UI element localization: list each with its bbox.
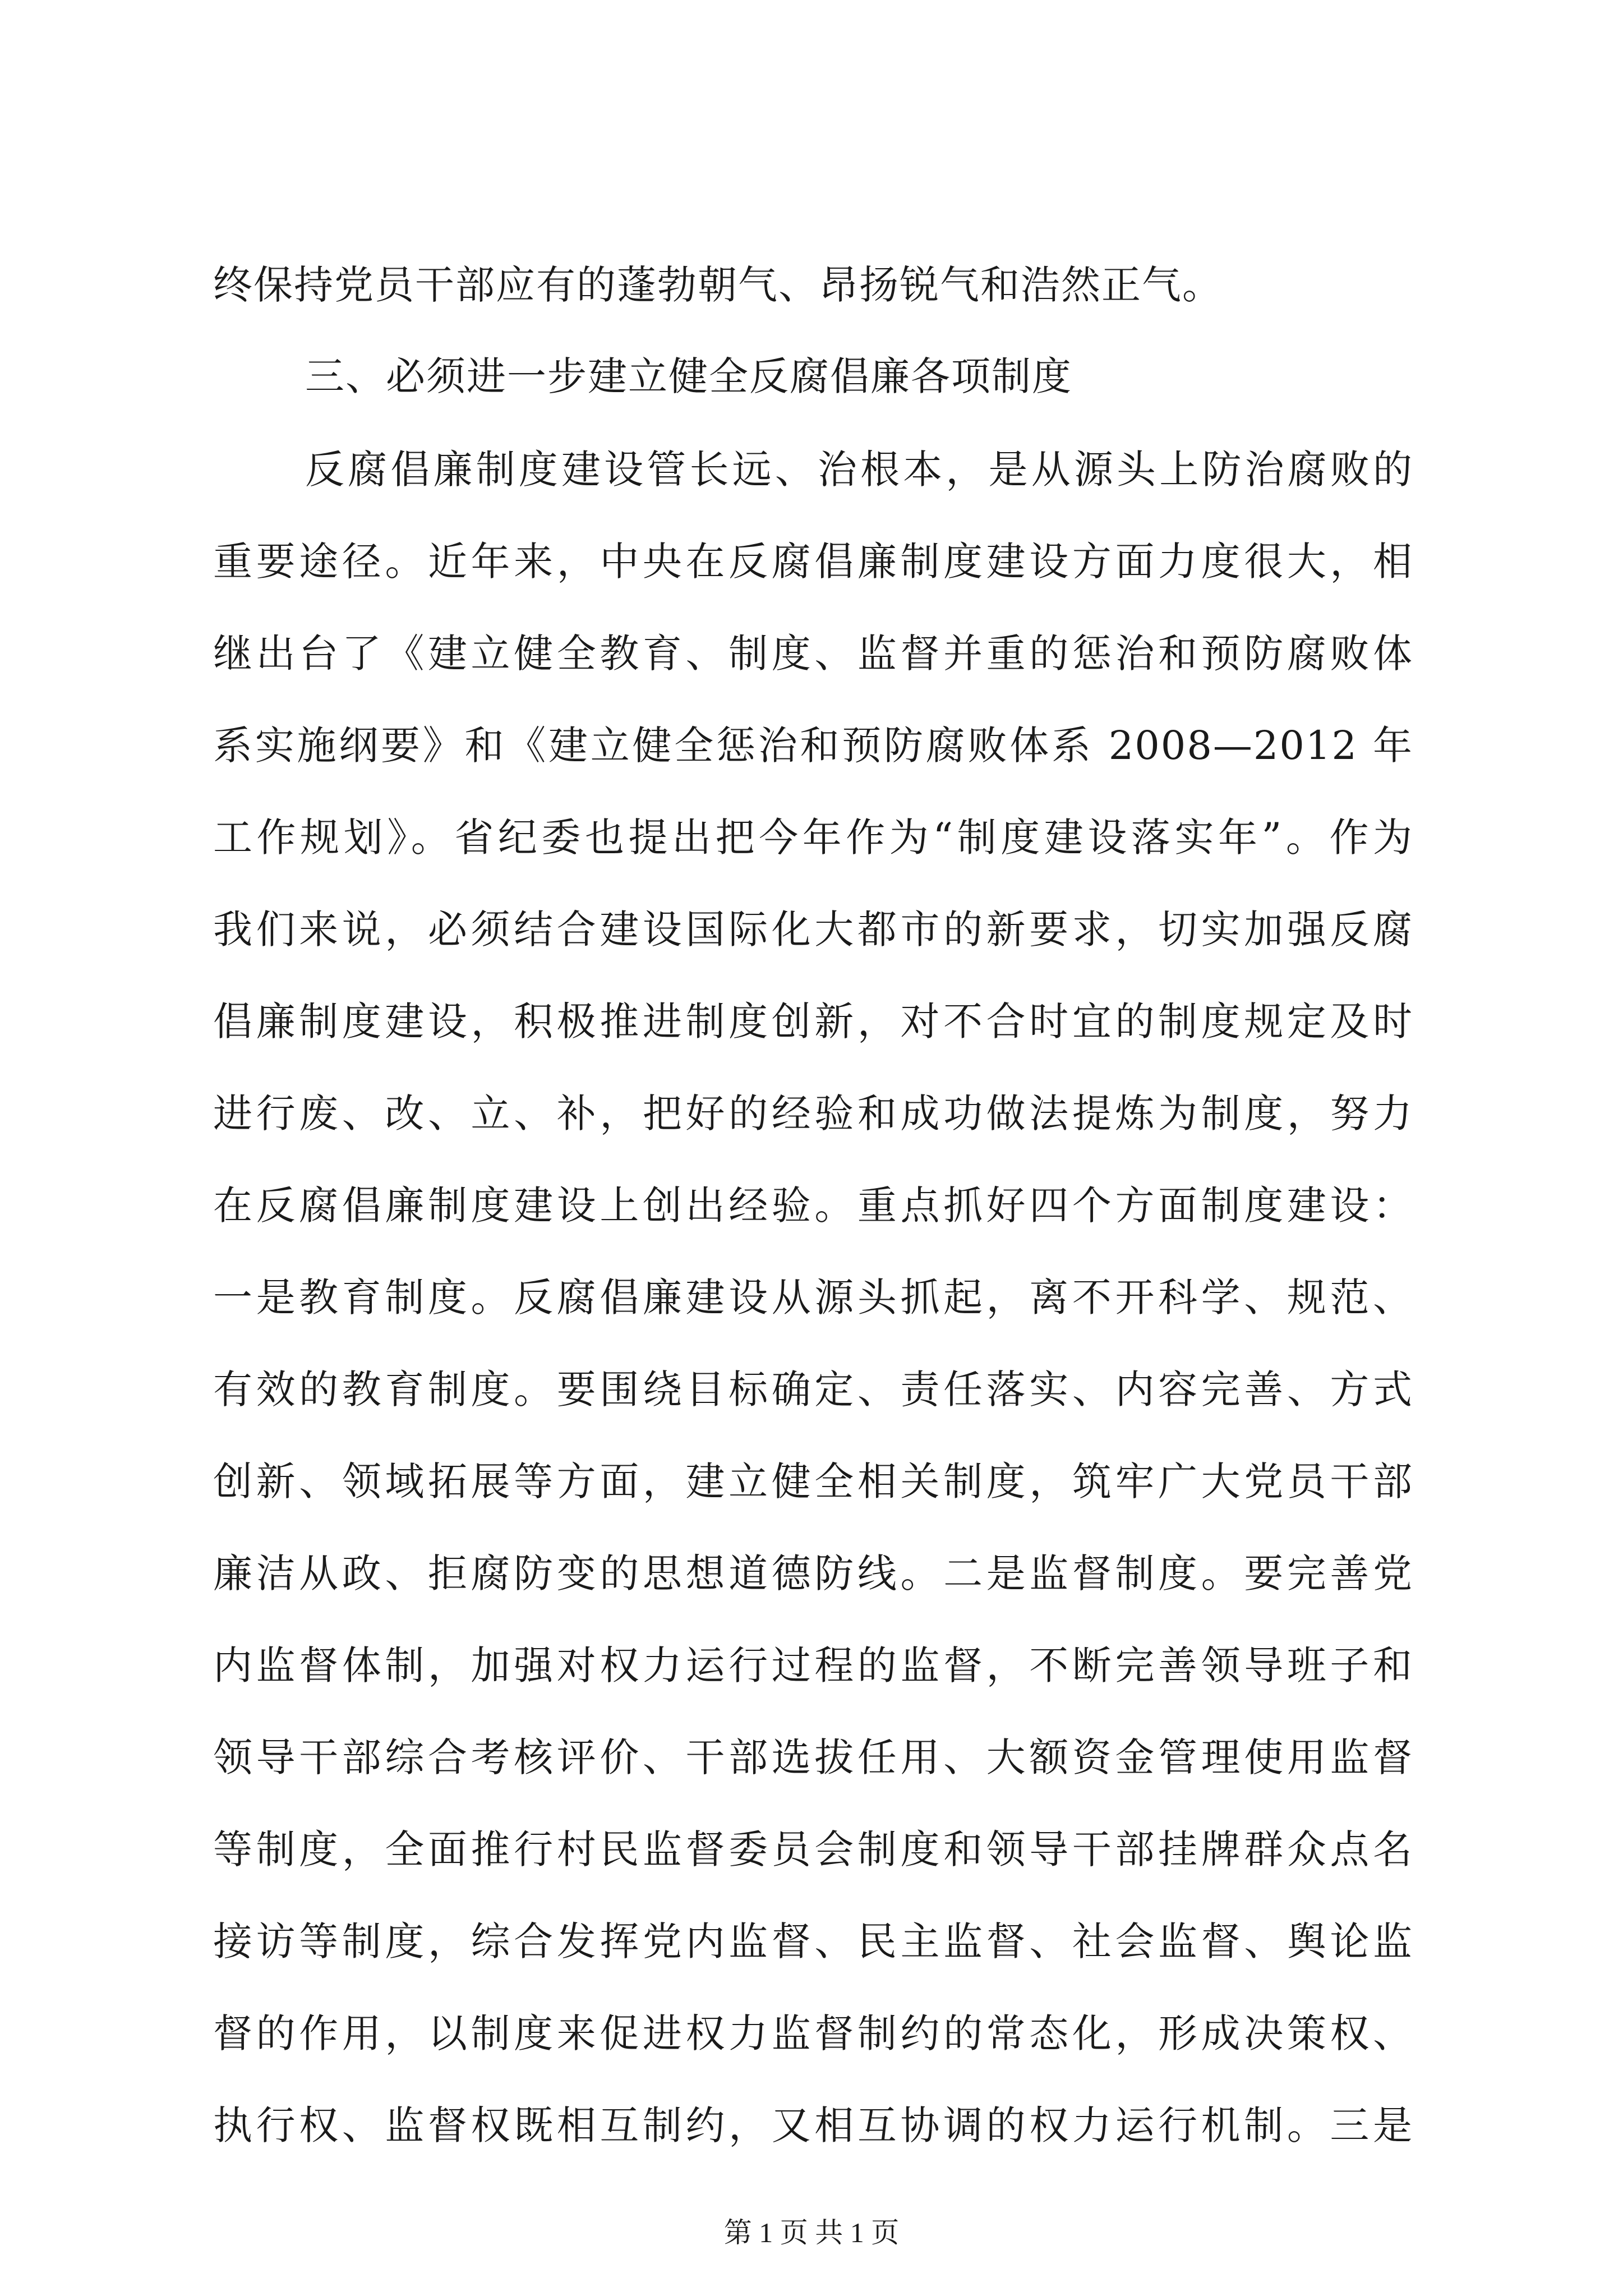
text-line: 工作规划》。省纪委也提出把今年作为“制度建设落实年”。作为 <box>213 815 1413 861</box>
page-footer: 第 1 页 共 1 页 <box>723 2217 900 2248</box>
text-line: 重要途径。近年来，中央在反腐倡廉制度建设方面力度很大，相 <box>213 539 1413 585</box>
text-line: 等制度，全面推行村民监督委员会制度和领导干部挂牌群众点名 <box>213 1826 1413 1872</box>
text-line: 领导干部综合考核评价、干部选拔任用、大额资金管理使用监督 <box>213 1734 1413 1780</box>
text-line: 督的作用，以制度来促进权力监督制约的常态化，形成决策权、 <box>213 2010 1413 2056</box>
text-line: 进行废、改、立、补，把好的经验和成功做法提炼为制度，努力 <box>213 1091 1413 1137</box>
text-line: 有效的教育制度。要围绕目标确定、责任落实、内容完善、方式 <box>213 1366 1413 1412</box>
text-line: 创新、领域拓展等方面，建立健全相关制度，筑牢广大党员干部 <box>213 1458 1413 1504</box>
text-line: 倡廉制度建设，积极推进制度创新，对不合时宜的制度规定及时 <box>213 999 1413 1045</box>
text-line: 执行权、监督权既相互制约，又相互协调的权力运行机制。三是 <box>213 2102 1413 2148</box>
text-line: 终保持党员干部应有的蓬勃朝气、昂扬锐气和浩然正气。 <box>213 262 1223 308</box>
text-line: 继出台了《建立健全教育、制度、监督并重的惩治和预防腐败体 <box>213 631 1413 677</box>
text-line: 系实施纲要》和《建立健全惩治和预防腐败体系 2008—2012 年 <box>213 723 1413 769</box>
section-heading: 三、必须进一步建立健全反腐倡廉各项制度 <box>305 353 1072 399</box>
text-line: 廉洁从政、拒腐防变的思想道德防线。二是监督制度。要完善党 <box>213 1550 1413 1596</box>
text-line: 内监督体制，加强对权力运行过程的监督，不断完善领导班子和 <box>213 1642 1413 1688</box>
paragraph-first-line: 反腐倡廉制度建设管长远、治根本，是从源头上防治腐败的 <box>305 447 1413 493</box>
text-line: 我们来说，必须结合建设国际化大都市的新要求，切实加强反腐 <box>213 907 1413 953</box>
text-line: 在反腐倡廉制度建设上创出经验。重点抓好四个方面制度建设： <box>213 1182 1413 1228</box>
text-line: 接访等制度，综合发挥党内监督、民主监督、社会监督、舆论监 <box>213 1918 1413 1964</box>
text-line: 一是教育制度。反腐倡廉建设从源头抓起，离不开科学、规范、 <box>213 1274 1413 1320</box>
